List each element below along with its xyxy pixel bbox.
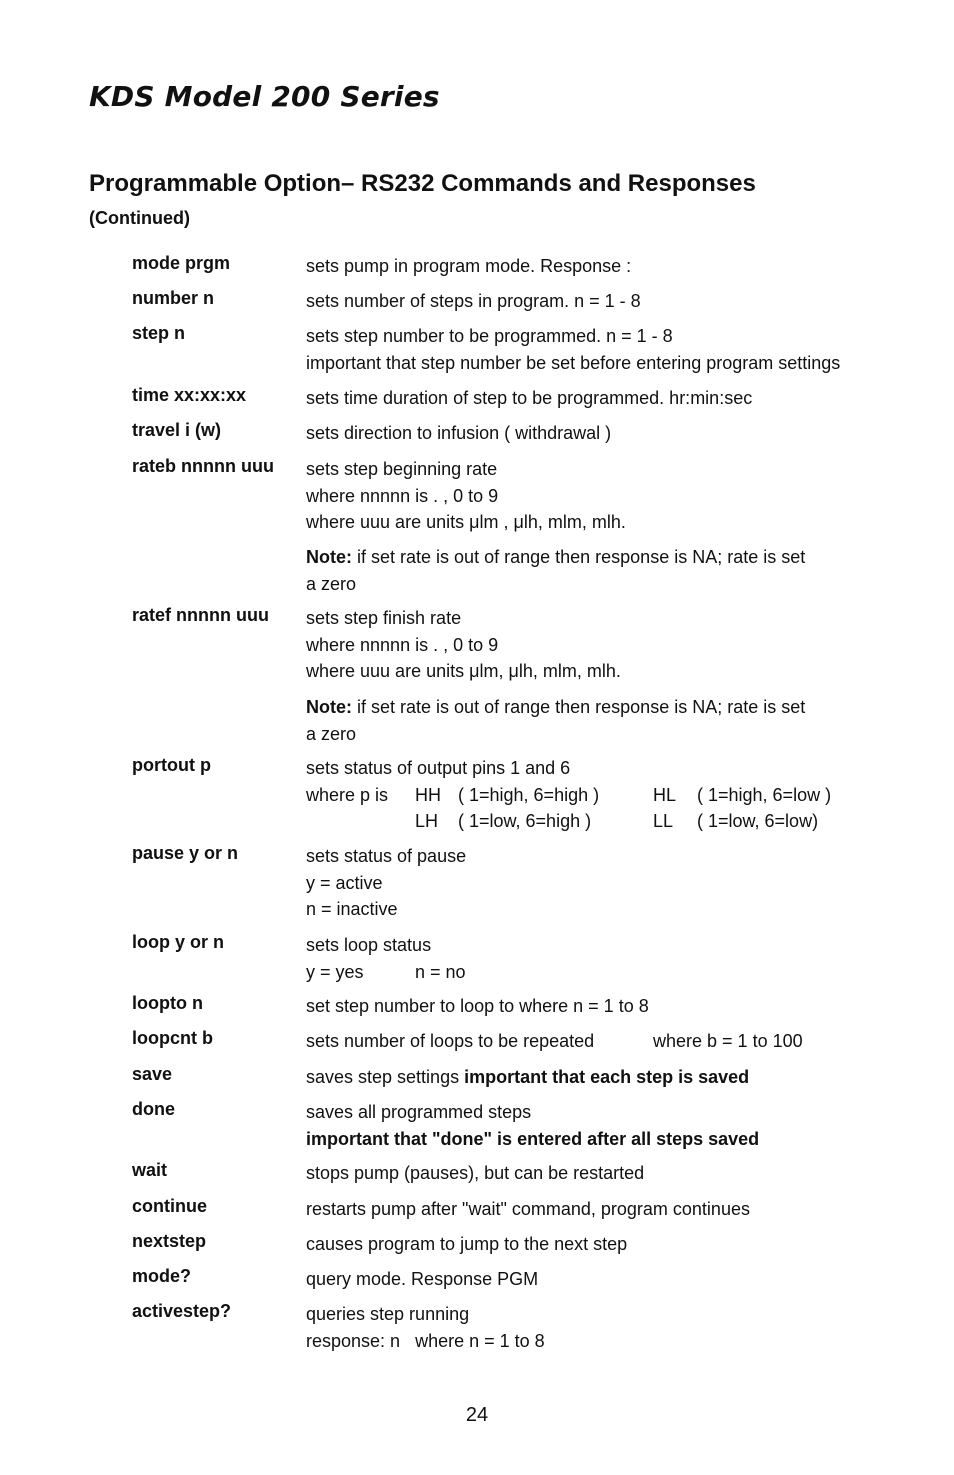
command-number-n: number n <box>132 288 215 308</box>
option-code: LH <box>415 811 439 831</box>
command-ratef: ratef nnnnn uuu <box>132 605 269 625</box>
command-rateb: rateb nnnnn uuu <box>132 456 274 476</box>
command-time: time xx:xx:xx <box>132 385 247 405</box>
command-description <box>306 932 466 985</box>
command-description <box>306 1231 627 1258</box>
note-label: Note: <box>306 697 352 717</box>
description-line: where uuu are units μlm , μlh, mlm, mlh. <box>306 512 626 532</box>
note-text: if set rate is out of range then response is NA; rate is set <box>357 697 806 717</box>
description-line <box>306 1028 803 1055</box>
loop-yes: y = yes <box>306 961 364 982</box>
command-loop: loop y or n <box>132 932 224 952</box>
command-pause: pause y or n <box>132 843 239 863</box>
description-line: saves all programmed steps <box>306 1102 532 1122</box>
page-number: 24 <box>465 1404 489 1426</box>
note-line: a zero <box>306 573 357 594</box>
command-description <box>306 993 649 1020</box>
description-line: sets step finish rate <box>306 608 462 628</box>
command-description <box>306 253 631 280</box>
note-text: if set rate is out of range then response is NA; rate is set <box>357 547 806 567</box>
command-description <box>306 843 466 923</box>
command-description <box>306 605 621 685</box>
option-meaning: ( 1=low, 6=high ) <box>458 811 592 831</box>
description-line: n = inactive <box>306 899 398 919</box>
command-activestep-query: activestep? <box>132 1301 232 1321</box>
note-line: a zero <box>306 723 357 744</box>
description-line: sets time duration of step to be programmed. hr:min:sec <box>306 388 753 408</box>
description-line <box>306 959 466 986</box>
description-line: where uuu are units μlm, μlh, mlm, mlh. <box>306 661 621 681</box>
command-loopto: loopto n <box>132 993 203 1013</box>
description-line: where nnnnn is . , 0 to 9 <box>306 485 499 506</box>
command-save: save <box>132 1064 173 1084</box>
option-row <box>306 782 831 809</box>
option-code: LL <box>653 811 674 831</box>
command-description <box>306 385 752 412</box>
description-line: sets step number to be programmed. n = 1 - 8 <box>306 326 673 346</box>
note-line <box>306 694 805 721</box>
done-emphasis: important that "done" is entered after all steps saved <box>306 1128 760 1149</box>
command-description <box>306 1064 749 1091</box>
description-line: restarts pump after "wait" command, program continues <box>306 1199 750 1219</box>
command-portout: portout p <box>132 755 211 775</box>
description-line: sets status of output pins 1 and 6 <box>306 758 571 778</box>
option-meaning: ( 1=high, 6=low ) <box>697 784 832 805</box>
loopcnt-text: sets number of loops to be repeated <box>306 1031 595 1051</box>
command-description <box>306 456 626 536</box>
option-meaning: ( 1=low, 6=low) <box>697 811 819 831</box>
description-line: sets loop status <box>306 935 432 955</box>
description-line: sets pump in program mode. Response : <box>306 256 632 276</box>
command-loopcnt: loopcnt b <box>132 1028 213 1048</box>
description-line: set step number to loop to where n = 1 to 8 <box>306 996 649 1016</box>
option-meaning: ( 1=high, 6=high ) <box>458 784 600 805</box>
note-label: Note: <box>306 547 352 567</box>
command-description <box>306 1028 803 1055</box>
command-description <box>306 1160 644 1187</box>
section-heading: Programmable Option– RS232 Commands and Responses <box>89 170 756 197</box>
description-line: sets number of steps in program. n = 1 - 8 <box>306 291 641 311</box>
command-description <box>306 1301 545 1354</box>
description-line: y = active <box>306 872 383 893</box>
command-mode-prgm: mode prgm <box>132 253 231 273</box>
continued-label: (Continued) <box>89 208 190 228</box>
command-travel: travel i (w) <box>132 420 222 440</box>
description-line: sets status of pause <box>306 846 467 866</box>
description-line: query mode. Response PGM <box>306 1269 539 1289</box>
note-block <box>306 694 805 747</box>
save-text: saves step settings <box>306 1067 465 1087</box>
option-code: HH <box>415 784 441 805</box>
command-description <box>306 288 641 315</box>
description-line: stops pump (pauses), but can be restarted <box>306 1163 645 1183</box>
description-line: important that step number be set before entering program settings <box>306 352 841 373</box>
description-line: where nnnnn is . , 0 to 9 <box>306 634 499 655</box>
where-label: where p is <box>306 784 389 805</box>
save-emphasis: important that each step is saved <box>464 1067 750 1087</box>
command-mode-query: mode? <box>132 1266 192 1286</box>
command-continue: continue <box>132 1196 207 1216</box>
note-block <box>306 544 805 597</box>
command-description <box>306 420 611 447</box>
description-line: sets direction to infusion ( withdrawal ) <box>306 423 612 443</box>
command-step-n: step n <box>132 323 186 343</box>
description-line: causes program to jump to the next step <box>306 1234 628 1254</box>
command-done: done <box>132 1099 175 1119</box>
option-row <box>306 808 831 835</box>
command-description <box>306 1099 759 1152</box>
command-wait: wait <box>132 1160 168 1180</box>
command-description <box>306 755 831 835</box>
description-line: queries step running <box>306 1304 470 1324</box>
command-nextstep: nextstep <box>132 1231 207 1251</box>
command-description <box>306 323 840 376</box>
note-line <box>306 544 805 571</box>
command-description <box>306 1196 750 1223</box>
page-title: KDS Model 200 Series <box>89 80 440 113</box>
loop-no: n = no <box>415 961 466 982</box>
loopcnt-range: where b = 1 to 100 <box>653 1031 803 1051</box>
command-description <box>306 1266 538 1293</box>
description-line <box>306 1064 749 1091</box>
description-line: response: n where n = 1 to 8 <box>306 1330 545 1351</box>
description-line: sets step beginning rate <box>306 459 498 479</box>
option-code: HL <box>653 784 677 805</box>
